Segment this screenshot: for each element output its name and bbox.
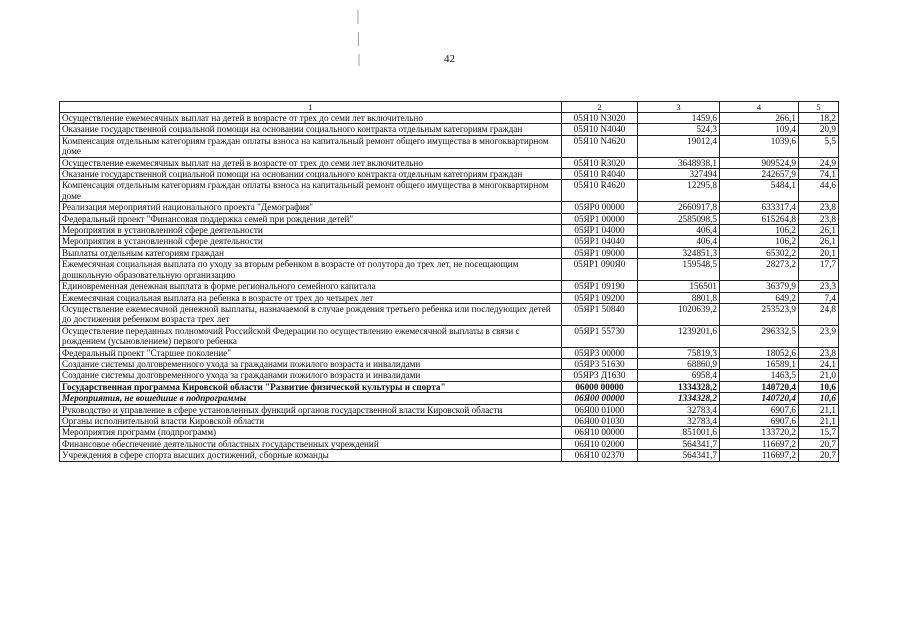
row-code: 06Я00 01000 [562,404,638,415]
row-code: 06Я10 02000 [562,438,638,449]
table-row [60,281,839,292]
row-percent: 24,8 [799,303,839,325]
table-row [60,169,839,180]
row-name: Руководство и управление в сфере установленных функций органов государственной власти Кировской области [60,404,562,415]
table-row [60,225,839,236]
row-plan-value: 564341,7 [638,450,720,461]
table-row [60,157,839,168]
row-actual-value: 140720,4 [720,381,799,392]
row-percent: 23,3 [799,281,839,292]
row-name: Федеральный проект "Старшее поколение" [60,347,562,358]
row-code: 05ЯР3 51630 [562,358,638,369]
row-percent: 20,9 [799,124,839,135]
row-name: Ежемесячная социальная выплата на ребенка в возрасте от трех до четырех лет [60,292,562,303]
row-actual-value: 253523,9 [720,303,799,325]
table-row [60,325,839,347]
column-header-actual: 4 [720,102,799,113]
row-percent: 24,9 [799,157,839,168]
row-code: 05ЯР1 09000 [562,247,638,258]
row-plan-value: 1334328,2 [638,393,720,404]
binding-marks [356,8,362,68]
row-percent: 18,2 [799,113,839,124]
row-code: 05ЯР1 09200 [562,292,638,303]
row-code: 05Я10 N4620 [562,135,638,157]
row-name: Мероприятия в установленной сфере деятельности [60,236,562,247]
row-name: Органы исполнительной власти Кировской области [60,415,562,426]
row-actual-value: 6907,6 [720,415,799,426]
row-name: Государственная программа Кировской области "Развитие физической культуры и спорта" [60,381,562,392]
row-name: Выплаты отдельным категориям граждан [60,247,562,258]
row-name: Финансовое обеспечение деятельности областных государственных учреждений [60,438,562,449]
row-code: 06Я00 01030 [562,415,638,426]
row-plan-value: 1459,6 [638,113,720,124]
column-header-code: 2 [562,102,638,113]
row-percent: 10,6 [799,393,839,404]
table-row [60,113,839,124]
row-actual-value: 615264,8 [720,213,799,224]
row-code: 05Я10 R4040 [562,169,638,180]
row-plan-value: 159548,5 [638,259,720,281]
table-row [60,404,839,415]
row-actual-value: 116697,2 [720,438,799,449]
table-row [60,415,839,426]
row-percent: 21,1 [799,404,839,415]
row-code: 05ЯР1 090Я0 [562,259,638,281]
page-number: 42 [444,53,455,65]
row-plan-value: 524,3 [638,124,720,135]
row-percent: 21,0 [799,370,839,381]
table-row [60,236,839,247]
table-row [60,358,839,369]
budget-table [59,101,839,462]
column-header-plan: 3 [638,102,720,113]
table-row [60,213,839,224]
row-code: 05ЯР0 00000 [562,202,638,213]
table-row [60,259,839,281]
table-body [60,113,839,462]
row-actual-value: 649,2 [720,292,799,303]
row-code: 05ЯР1 04000 [562,225,638,236]
row-plan-value: 3648938,1 [638,157,720,168]
row-name: Ежемесячная социальная выплата по уходу за вторым ребенком в возрасте от полутора до трех лет, не посещающим дошкольную образовательную организацию [60,259,562,281]
row-percent: 23,9 [799,325,839,347]
row-code: 06Я10 02370 [562,450,638,461]
row-actual-value: 140720,4 [720,393,799,404]
row-percent: 74,1 [799,169,839,180]
table-row [60,381,839,392]
row-code: 05Я10 N4040 [562,124,638,135]
row-actual-value: 133720,2 [720,427,799,438]
row-plan-value: 32783,4 [638,404,720,415]
row-percent: 7,4 [799,292,839,303]
table-row [60,180,839,202]
row-plan-value: 156501 [638,281,720,292]
row-plan-value: 68860,9 [638,358,720,369]
table-row [60,438,839,449]
row-plan-value: 324851,3 [638,247,720,258]
row-actual-value: 65302,2 [720,247,799,258]
table-row [60,347,839,358]
row-name: Учреждения в сфере спорта высших достижений, сборные команды [60,450,562,461]
row-plan-value: 406,4 [638,236,720,247]
row-plan-value: 564341,7 [638,438,720,449]
row-actual-value: 1039,6 [720,135,799,157]
row-actual-value: 6907,6 [720,404,799,415]
row-plan-value: 12295,8 [638,180,720,202]
row-code: 05ЯР3 Д1630 [562,370,638,381]
row-percent: 10,6 [799,381,839,392]
row-code: 06000 00000 [562,381,638,392]
row-actual-value: 36379,9 [720,281,799,292]
row-code: 05ЯР3 00000 [562,347,638,358]
row-plan-value: 75819,3 [638,347,720,358]
row-percent: 17,7 [799,259,839,281]
row-code: 05Я10 N3020 [562,113,638,124]
table-row [60,450,839,461]
row-code: 05Я10 R4620 [562,180,638,202]
row-percent: 24,1 [799,358,839,369]
table-header-row [60,102,839,113]
row-percent: 44,6 [799,180,839,202]
row-actual-value: 266,1 [720,113,799,124]
row-percent: 23,8 [799,213,839,224]
table-row [60,124,839,135]
row-name: Осуществление переданных полномочий Российской Федерации по осуществлению ежемесячной выплаты в связи с рождением (усыновлением) первого ребенка [60,325,562,347]
row-name: Мероприятия, не вошедшие в подпрограммы [60,393,562,404]
row-name: Оказание государственной социальной помощи на основании социального контракта отдельным категориям граждан [60,169,562,180]
row-name: Создание системы долговременного ухода за гражданами пожилого возраста и инвалидами [60,358,562,369]
row-percent: 5,5 [799,135,839,157]
row-percent: 20,7 [799,450,839,461]
row-code: 05ЯР1 00000 [562,213,638,224]
row-percent: 21,1 [799,415,839,426]
row-actual-value: 106,2 [720,236,799,247]
row-name: Реализация мероприятий национального проекта "Демография" [60,202,562,213]
row-actual-value: 109,4 [720,124,799,135]
row-actual-value: 16589,1 [720,358,799,369]
row-plan-value: 32783,4 [638,415,720,426]
column-header-name: 1 [60,102,562,113]
row-percent: 23,8 [799,347,839,358]
row-actual-value: 633317,4 [720,202,799,213]
table-row [60,303,839,325]
table-row [60,247,839,258]
table-row [60,135,839,157]
row-name: Мероприятия в установленной сфере деятельности [60,225,562,236]
row-plan-value: 406,4 [638,225,720,236]
row-plan-value: 1239201,6 [638,325,720,347]
row-actual-value: 106,2 [720,225,799,236]
row-actual-value: 18052,6 [720,347,799,358]
row-percent: 20,1 [799,247,839,258]
row-actual-value: 909524,9 [720,157,799,168]
row-actual-value: 242657,9 [720,169,799,180]
row-code: 05ЯР1 55730 [562,325,638,347]
table-row [60,393,839,404]
table-row [60,427,839,438]
row-plan-value: 19012,4 [638,135,720,157]
row-percent: 26,1 [799,225,839,236]
row-percent: 23,8 [799,202,839,213]
row-actual-value: 116697,2 [720,450,799,461]
row-code: 06Я00 00000 [562,393,638,404]
row-percent: 20,7 [799,438,839,449]
row-percent: 26,1 [799,236,839,247]
row-code: 05ЯР1 09190 [562,281,638,292]
row-plan-value: 327494 [638,169,720,180]
row-name: Единовременная денежная выплата в форме регионального семейного капитала [60,281,562,292]
row-name: Компенсация отдельным категориям граждан оплаты взноса на капитальный ремонт общего имущества в многоквартирном доме [60,135,562,157]
row-name: Федеральный проект "Финансовая поддержка семей при рождении детей" [60,213,562,224]
row-name: Создание системы долговременного ухода за гражданами пожилого возраста и инвалидами [60,370,562,381]
row-plan-value: 2585098,5 [638,213,720,224]
row-name: Осуществление ежемесячных выплат на детей в возрасте от трех до семи лет включительно [60,157,562,168]
table-row [60,292,839,303]
table-row [60,202,839,213]
row-actual-value: 296332,5 [720,325,799,347]
row-plan-value: 1020639,2 [638,303,720,325]
row-name: Оказание государственной социальной помощи на основании социального контракта отдельным категориям граждан [60,124,562,135]
row-plan-value: 6958,4 [638,370,720,381]
row-name: Осуществление ежемесячных выплат на детей в возрасте от трех до семи лет включительно [60,113,562,124]
row-plan-value: 2660917,8 [638,202,720,213]
row-code: 05Я10 R3020 [562,157,638,168]
row-code: 05ЯР1 04040 [562,236,638,247]
row-percent: 15,7 [799,427,839,438]
row-code: 05ЯР1 50840 [562,303,638,325]
row-name: Компенсация отдельным категориям граждан оплаты взноса на капитальный ремонт общего имущества в многоквартирном доме [60,180,562,202]
row-code: 06Я10 00000 [562,427,638,438]
row-actual-value: 28273,2 [720,259,799,281]
row-plan-value: 8801,8 [638,292,720,303]
row-name: Осуществление ежемесячной денежной выплаты, назначаемой в случае рождения третьего ребенка или последующих детей до достижения ребенком возраста трех лет [60,303,562,325]
row-plan-value: 1334328,2 [638,381,720,392]
row-name: Мероприятия программ (подпрограмм) [60,427,562,438]
row-actual-value: 1463,5 [720,370,799,381]
table-row [60,370,839,381]
column-header-percent: 5 [799,102,839,113]
row-actual-value: 5484,1 [720,180,799,202]
row-plan-value: 851001,6 [638,427,720,438]
